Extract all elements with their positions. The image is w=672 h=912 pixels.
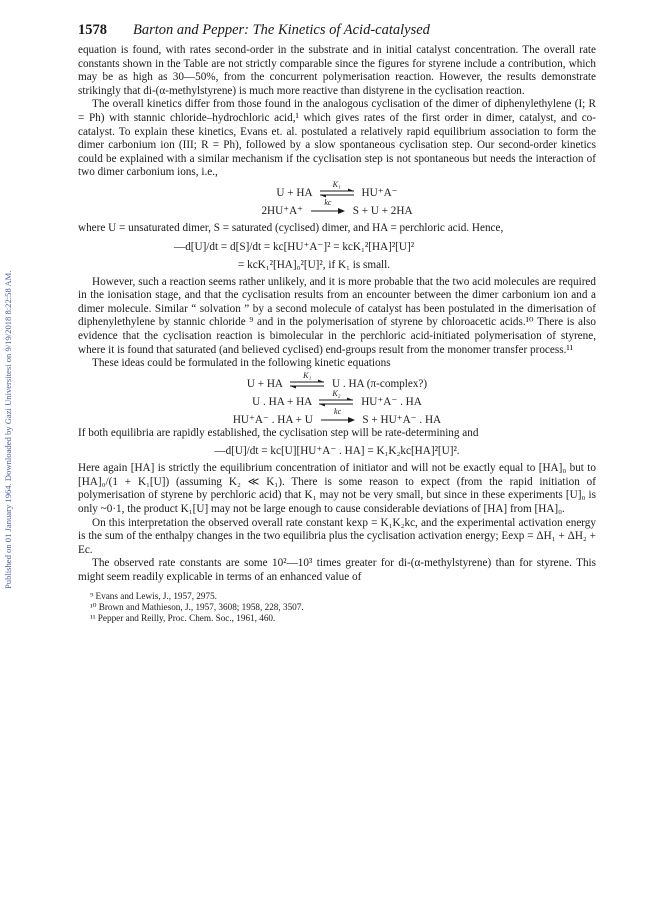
rate-equation-2: = kcK₁²[HA]₀²[U]², if K₁ is small. bbox=[238, 258, 391, 271]
cyclisation-equation-1: 2HU⁺A⁺ kc S + U + 2HA bbox=[261, 198, 413, 217]
rate-equation-1: —d[U]/dt = d[S]/dt = kc[HU⁺A⁻]² = kcK₁²[HA]²[U]² bbox=[174, 240, 415, 253]
paragraph-9: The observed rate constants are some 10²—10³ times greater for di-(α-methylstyrene) than for styrene. This might seem readily explicable in terms of an enhanced value of bbox=[78, 557, 596, 584]
paragraph-4: However, such a reaction seems rather unlikely, and it is more probable that the two acid molecules are required in the ionisation stage, and that the cyclisation results from an encounter between the dimer carbonium ion and a dimer molecule. Similar “ solvation ” by a second molecule of catalyst has been postulated in the dimerisation of diphenylethylene by stannic chloride ⁹ and in the polymerisation of styrene by chloroacetic acids.¹⁰ There is also evidence that the cyclisation reaction is bimolecular in the perchloric acid-initiated polymerisation of styrene, where it is found that saturated (and believed cyclised) end-groups result from the monomer transfer process.¹¹ bbox=[78, 275, 596, 356]
paragraph-8: On this interpretation the observed overall rate constant kexp = K₁K₂kc, and the experimental activation energy is the sum of the enthalpy changes in the two equilibria plus the cyclisation activation energy; Eexp = ΔH₁ + ΔH₂ + Ec. bbox=[78, 516, 596, 556]
kinetic-equation-2: U . HA + HA K₂ HU⁺A⁻ . HA bbox=[252, 389, 422, 408]
page-number: 1578 bbox=[78, 22, 107, 38]
kinetic-equation-3: HU⁺A⁻ . HA + U kc S + HU⁺A⁻ . HA bbox=[232, 407, 442, 426]
rate-equation-3: —d[U]/dt = kc[U][HU⁺A⁻ . HA] = K₁K₂kc[HA]²[U]². bbox=[214, 445, 460, 458]
footnote-10: ¹⁰ Brown and Mathieson, J., 1957, 3608; 1958, 228, 3507. bbox=[90, 602, 304, 613]
running-head: Barton and Pepper: The Kinetics of Acid-catalysed bbox=[133, 22, 430, 38]
paragraph-5: These ideas could be formulated in the following kinetic equations bbox=[92, 357, 391, 370]
footnote-11: ¹¹ Pepper and Reilly, Proc. Chem. Soc., 1961, 460. bbox=[90, 613, 276, 624]
footnote-9: ⁹ Evans and Lewis, J., 1957, 2975. bbox=[90, 590, 217, 601]
page-header bbox=[78, 22, 596, 44]
paragraph-1: equation is found, with rates second-order in the substrate and in initial catalyst concentration. The overall rate constants shown in the Table are not strictly comparable since the figures for styrene include a contribution, which may be as high as 30—50%, from the concurrent polymerisation reaction. However, the results demonstrate strikingly that di-(α-methylstyrene) is much more reactive than distyrene in the cyclisation reaction. bbox=[78, 44, 596, 97]
kinetic-equation-1: U + HA K₁ U . HA (π-complex?) bbox=[246, 371, 428, 390]
equilibrium-arrow-icon: K₁ bbox=[288, 378, 326, 390]
paragraph-7: Here again [HA] is strictly the equilibrium concentration of initiator and will not be exactly equal to [HA]₀ but to [HA]₀/(1 + K₁[U]) (assuming K₂ ≪ K₁). There is some reason to expect (from the rapid initiation of polymerisation of styrene by perchloric acid) that K₁ may not be very small, but since in these experiments [U]₀ is only ~0·1, the product K₁[U] may not be large enough to cause considerable deviations of [HA] from [HA]₀. bbox=[78, 462, 596, 516]
paragraph-3: where U = unsaturated dimer, S = saturated (cyclised) dimer, and HA = perchloric acid. Hence, bbox=[78, 221, 504, 234]
article-page bbox=[78, 22, 596, 625]
equilibrium-arrow-icon: K₂ bbox=[317, 396, 355, 408]
forward-arrow-icon: kc bbox=[309, 205, 347, 217]
paragraph-6: If both equilibria are rapidly established, the cyclisation step will be rate-determining and bbox=[78, 426, 479, 439]
equilibrium-equation-1: U + HA K₁ HU⁺A⁻ bbox=[276, 180, 398, 199]
footnotes bbox=[78, 591, 596, 625]
equilibrium-arrow-icon: K₁ bbox=[318, 187, 356, 199]
publication-sidenote: Published on 01 January 1964. Downloaded by Gazi Universitesi on 9/19/2018 8:22:58 AM. bbox=[3, 270, 13, 590]
forward-arrow-icon: kc bbox=[319, 414, 357, 426]
paragraph-2: The overall kinetics differ from those found in the analogous cyclisation of the dimer of diphenylethylene (I; R = Ph) with stannic chloride–hydrochloric acid,¹ which gives rates of the first order in dimer, catalyst, and co-catalyst. To explain these kinetics, Evans et. al. postulated a relatively rapid equilibrium association to form the dimer carbonium ion (III; R = Ph), followed by a slow spontaneous cyclisation step. Our second-order kinetics could be explained with a similar mechanism if the cyclisation step is not spontaneous but needs the interaction of two dimer carbonium ions, i.e., bbox=[78, 98, 596, 179]
